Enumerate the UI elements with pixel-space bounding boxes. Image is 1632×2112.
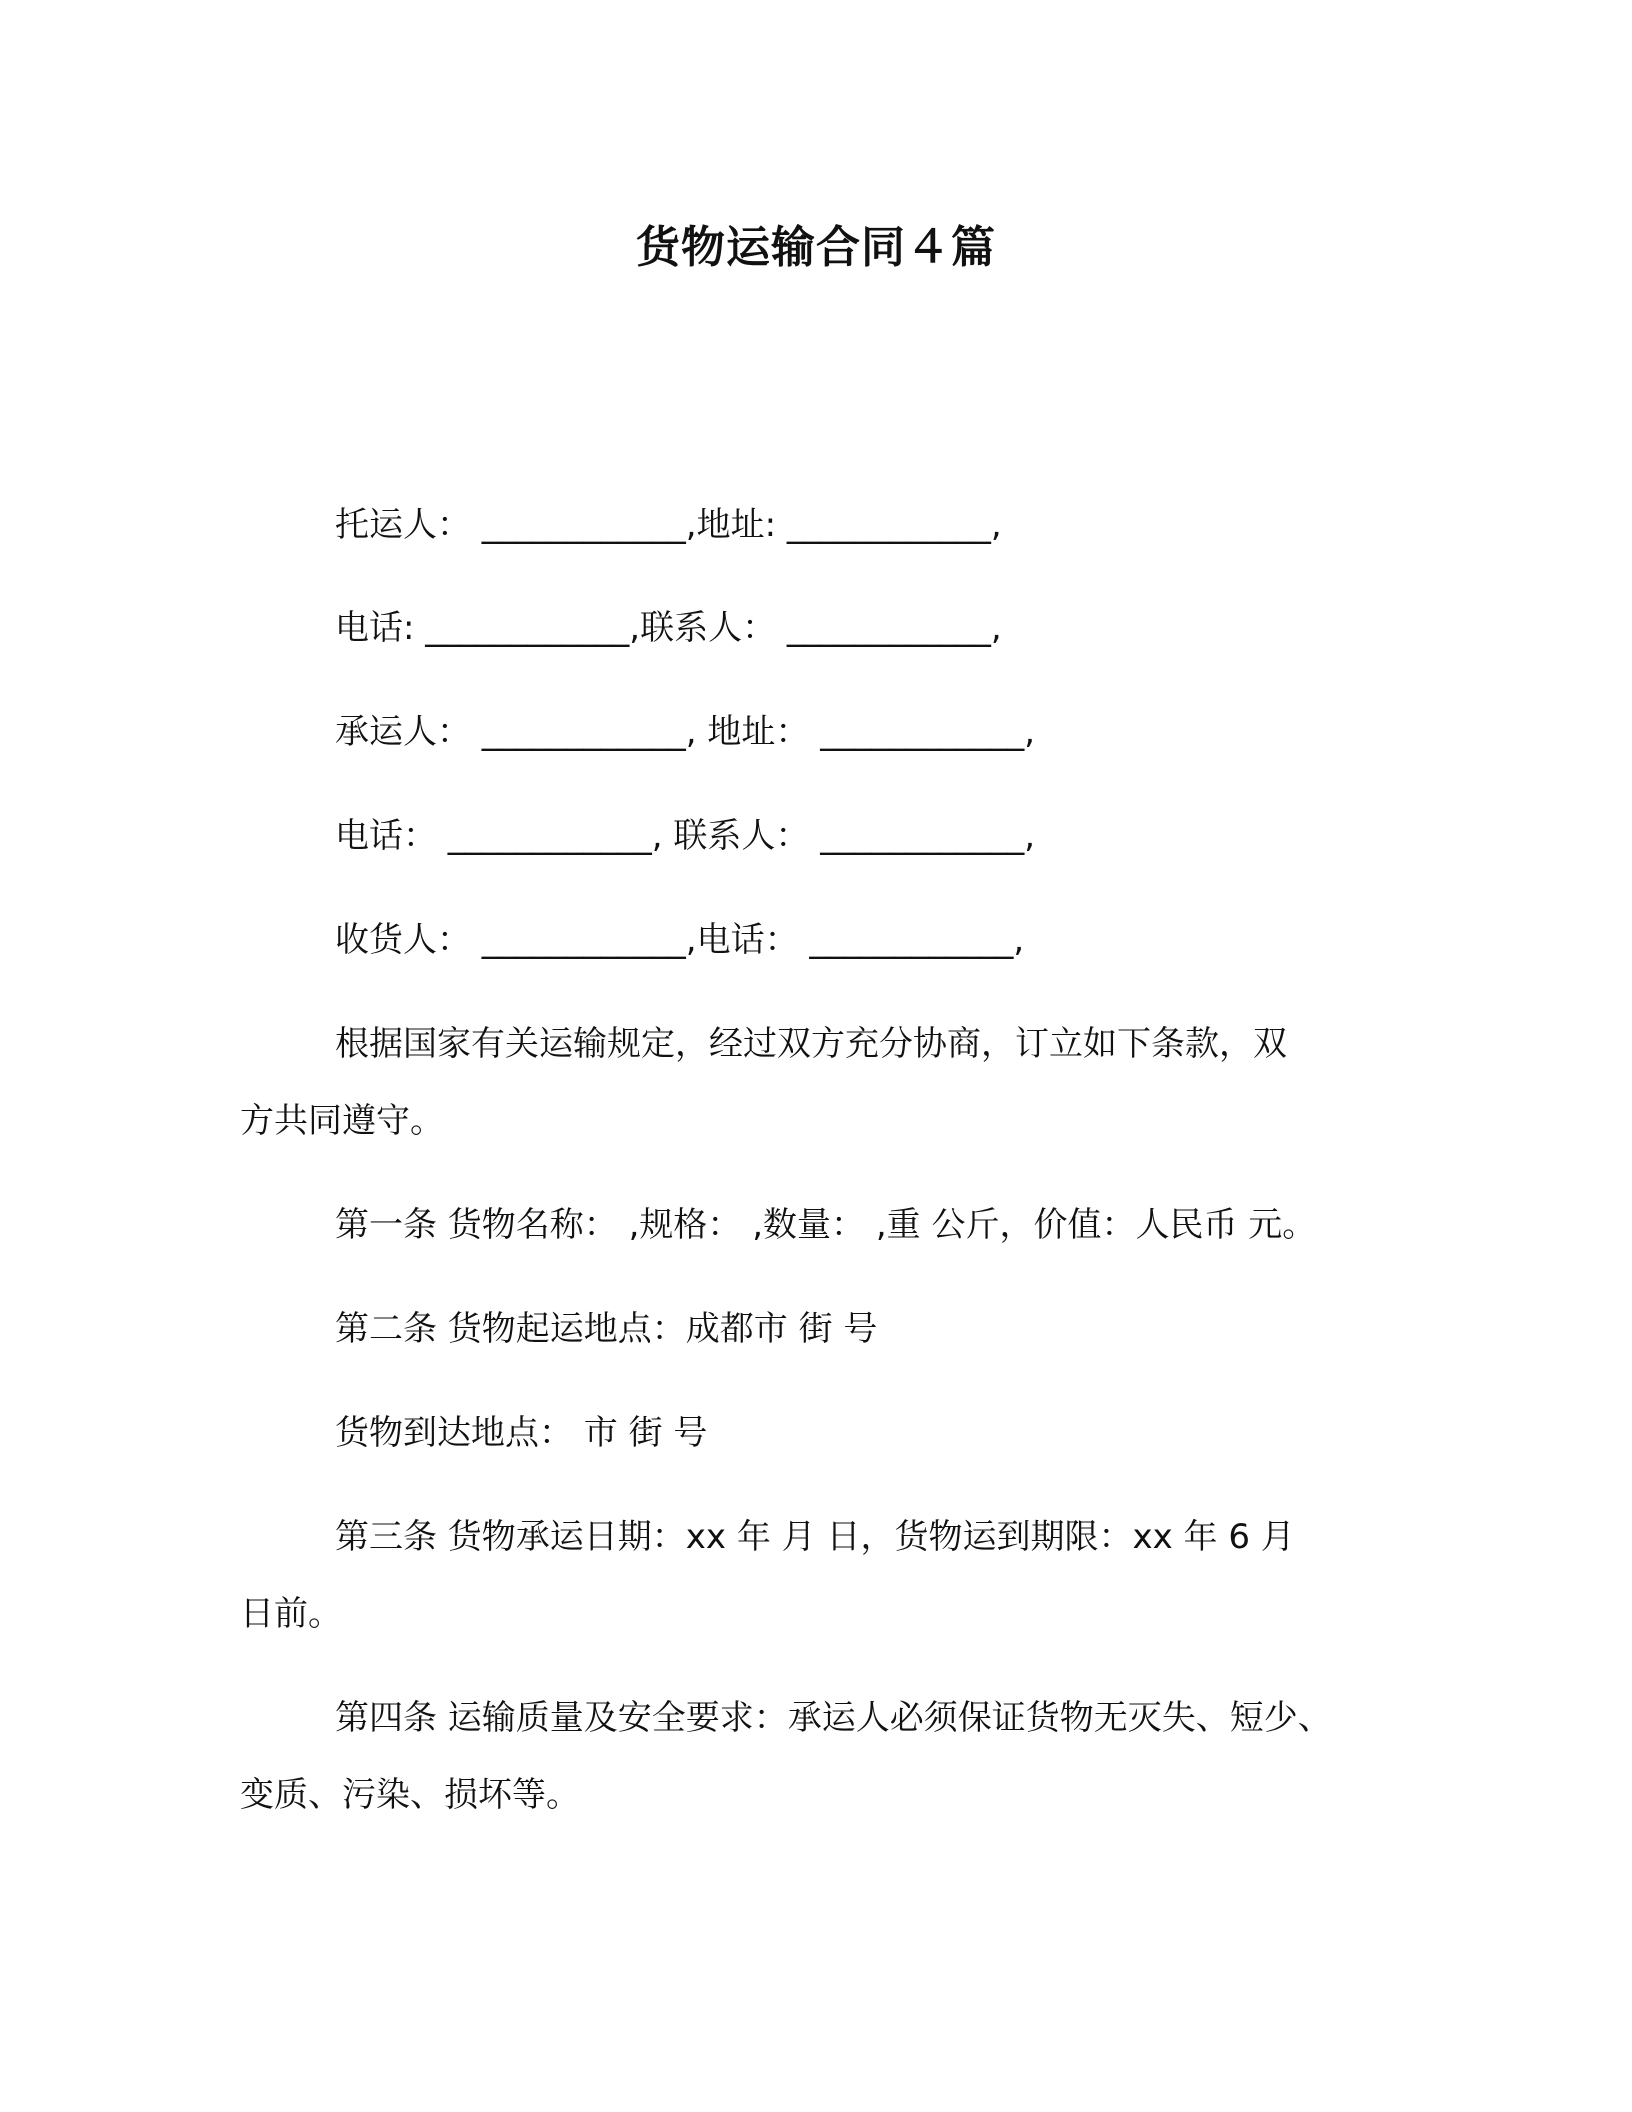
article-2-origin: 第二条 货物起运地点：成都市 街 号 [335, 1309, 878, 1349]
carrier-line: 承运人： ____________, 地址： ____________, [335, 712, 1036, 752]
preamble-paragraph-line-1: 根据国家有关运输规定，经过双方充分协商，订立如下条款，双 [335, 1024, 1287, 1064]
shipper-line: 托运人： ____________,地址: ____________, [335, 505, 1002, 545]
shipper-phone-line: 电话: ____________,联系人： ____________, [335, 608, 1002, 648]
article-4-quality-line-1: 第四条 运输质量及安全要求：承运人必须保证货物无灭失、短少、 [335, 1698, 1332, 1738]
consignee-line: 收货人： ____________,电话： ____________, [335, 920, 1025, 960]
document-title: 货物运输合同４篇 [636, 222, 996, 273]
article-4-quality-line-2: 变质、污染、损坏等。 [240, 1775, 580, 1815]
preamble-paragraph-line-2: 方共同遵守。 [240, 1101, 444, 1141]
arrival-location: 货物到达地点： 市 街 号 [335, 1413, 708, 1453]
article-3-dates-line-2: 日前。 [240, 1594, 342, 1634]
article-1-goods: 第一条 货物名称： ,规格： ,数量： ,重 公斤，价值：人民币 元。 [335, 1205, 1317, 1245]
carrier-phone-line: 电话： ____________, 联系人： ____________, [335, 816, 1036, 856]
article-3-dates-line-1: 第三条 货物承运日期：xx 年 月 日，货物运到期限：xx 年 6 月 [335, 1517, 1295, 1557]
